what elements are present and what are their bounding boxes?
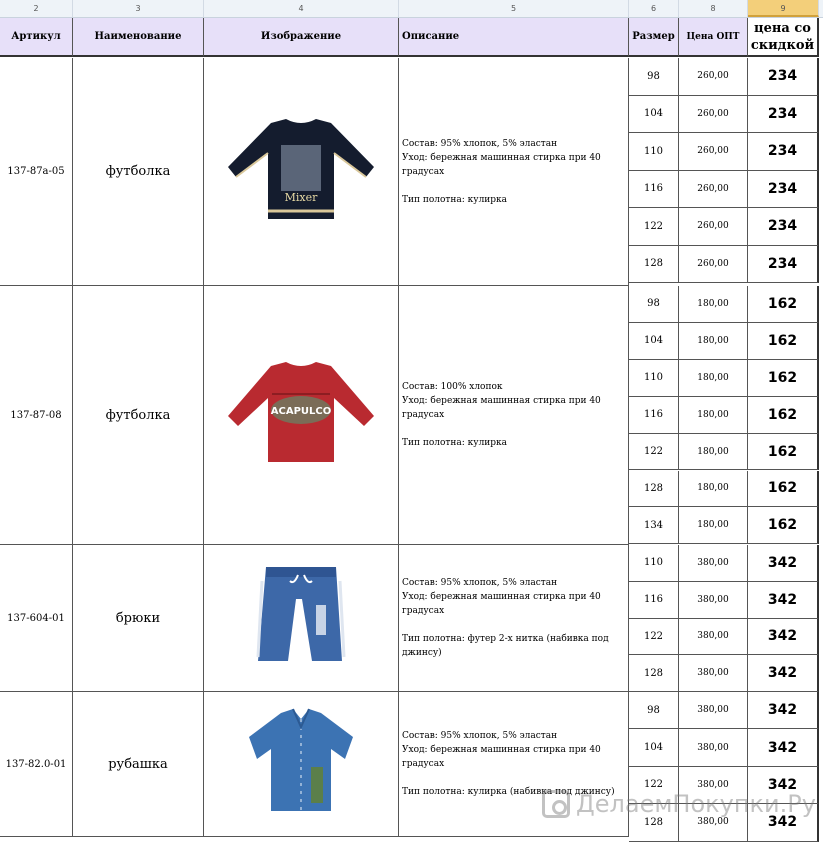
- size-cell[interactable]: 134: [629, 507, 679, 544]
- watermark: [542, 790, 816, 818]
- wholesale-price-cell[interactable]: 180,00: [679, 507, 748, 544]
- header-discount-price[interactable]: цена со скидкой: [748, 18, 819, 57]
- denim-pants-icon: [246, 561, 356, 675]
- wholesale-price-cell[interactable]: 180,00: [679, 360, 748, 397]
- article-cell[interactable]: 137-82.0-01: [0, 692, 73, 837]
- wholesale-price-cell[interactable]: 380,00: [679, 655, 748, 692]
- size-cell[interactable]: 122: [629, 434, 679, 471]
- discount-price-cell[interactable]: 342: [748, 729, 819, 766]
- product-image-cell[interactable]: [204, 692, 399, 837]
- size-cell[interactable]: 116: [629, 171, 679, 209]
- size-cell[interactable]: 110: [629, 360, 679, 397]
- column-number[interactable]: 8: [679, 0, 748, 17]
- watermark-text: ДелаемПокупки.Ру: [576, 790, 816, 818]
- size-cell[interactable]: 122: [629, 619, 679, 656]
- size-cell[interactable]: 104: [629, 323, 679, 360]
- article-cell[interactable]: 137-87-08: [0, 286, 73, 545]
- size-cell[interactable]: 128: [629, 246, 679, 284]
- wholesale-price-cell[interactable]: 380,00: [679, 582, 748, 619]
- wholesale-price-cell[interactable]: 260,00: [679, 208, 748, 246]
- size-cell[interactable]: 122: [629, 208, 679, 246]
- description-text: Состав: 95% хлопок, 5% эластан Уход: бережная машинная стирка при 40 градусах Тип полотна: кулирка (набивка под джинсу): [402, 731, 615, 797]
- size-cell[interactable]: 98: [629, 286, 679, 323]
- header-name[interactable]: Наименование: [73, 18, 204, 57]
- svg-text:ACAPULCO: ACAPULCO: [270, 406, 332, 417]
- denim-shirt-icon: [241, 707, 361, 821]
- product-name-cell[interactable]: брюки: [73, 545, 204, 692]
- discount-price-cell[interactable]: 234: [748, 171, 819, 209]
- product-image-cell[interactable]: [204, 545, 399, 692]
- column-number[interactable]: 3: [73, 0, 204, 17]
- svg-text:Mixer: Mixer: [284, 190, 318, 204]
- column-number[interactable]: 4: [204, 0, 399, 17]
- discount-price-cell[interactable]: 162: [748, 434, 819, 471]
- description-cell[interactable]: [399, 286, 629, 545]
- description-text: Состав: 100% хлопок Уход: бережная машинная стирка при 40 градусах Тип полотна: кулирка: [402, 382, 601, 448]
- discount-price-cell[interactable]: 162: [748, 360, 819, 397]
- column-number-strip: [0, 0, 823, 18]
- size-cell[interactable]: 116: [629, 582, 679, 619]
- discount-price-cell[interactable]: 342: [748, 619, 819, 656]
- description-cell[interactable]: [399, 545, 629, 692]
- description-text: Состав: 95% хлопок, 5% эластан Уход: бережная машинная стирка при 40 градусах Тип полотна: футер 2-х нитка (набивка под джинсу): [402, 578, 609, 658]
- discount-price-cell[interactable]: 342: [748, 767, 819, 804]
- discount-price-cell[interactable]: 342: [748, 655, 819, 692]
- discount-price-cell[interactable]: 162: [748, 507, 819, 544]
- discount-price-cell[interactable]: 234: [748, 208, 819, 246]
- discount-price-cell[interactable]: 234: [748, 133, 819, 171]
- product-image-cell[interactable]: [204, 286, 399, 545]
- size-cell[interactable]: 104: [629, 729, 679, 766]
- discount-price-cell[interactable]: 234: [748, 96, 819, 134]
- product-name-cell[interactable]: рубашка: [73, 692, 204, 837]
- wholesale-price-cell[interactable]: 380,00: [679, 619, 748, 656]
- size-cell[interactable]: 98: [629, 692, 679, 729]
- header-size[interactable]: Размер: [629, 18, 679, 57]
- wholesale-price-cell[interactable]: 260,00: [679, 96, 748, 134]
- size-cell[interactable]: 122: [629, 767, 679, 804]
- size-cell[interactable]: 110: [629, 545, 679, 582]
- wholesale-price-cell[interactable]: 180,00: [679, 323, 748, 360]
- wholesale-price-cell[interactable]: 380,00: [679, 804, 748, 841]
- column-number[interactable]: 2: [0, 0, 73, 17]
- product-name-cell[interactable]: футболка: [73, 286, 204, 545]
- discount-price-cell[interactable]: 162: [748, 323, 819, 360]
- column-number[interactable]: 6: [629, 0, 679, 17]
- shopping-bag-icon: [542, 790, 570, 818]
- discount-price-cell[interactable]: 234: [748, 58, 819, 96]
- size-cell[interactable]: 110: [629, 133, 679, 171]
- size-cell[interactable]: 128: [629, 804, 679, 841]
- discount-price-cell[interactable]: 162: [748, 397, 819, 434]
- header-image[interactable]: Изображение: [204, 18, 399, 57]
- article-cell[interactable]: 137-87а-05: [0, 58, 73, 286]
- description-text: Состав: 95% хлопок, 5% эластан Уход: бережная машинная стирка при 40 градусах Тип полотна: кулирка: [402, 138, 601, 205]
- product-name-cell[interactable]: футболка: [73, 58, 204, 286]
- red-longsleeve-shirt-icon: [226, 358, 376, 472]
- header-description[interactable]: Описание: [399, 18, 629, 57]
- wholesale-price-cell[interactable]: 180,00: [679, 397, 748, 434]
- discount-price-cell[interactable]: 342: [748, 804, 819, 841]
- wholesale-price-cell[interactable]: 380,00: [679, 767, 748, 804]
- article-cell[interactable]: 137-604-01: [0, 545, 73, 692]
- wholesale-price-cell[interactable]: 380,00: [679, 545, 748, 582]
- header-wholesale-price[interactable]: Цена ОПТ: [679, 18, 748, 57]
- discount-price-cell[interactable]: 342: [748, 582, 819, 619]
- wholesale-price-cell[interactable]: 260,00: [679, 58, 748, 96]
- wholesale-price-cell[interactable]: 260,00: [679, 171, 748, 209]
- column-number[interactable]: 5: [399, 0, 629, 17]
- column-number-selected[interactable]: 9: [748, 0, 819, 17]
- wholesale-price-cell[interactable]: 180,00: [679, 471, 748, 508]
- wholesale-price-cell[interactable]: 380,00: [679, 692, 748, 729]
- size-cell[interactable]: 128: [629, 655, 679, 692]
- discount-price-cell[interactable]: 162: [748, 471, 819, 508]
- discount-price-cell[interactable]: 162: [748, 286, 819, 323]
- header-article[interactable]: Артикул: [0, 18, 73, 57]
- black-longsleeve-shirt-icon: [226, 115, 376, 229]
- wholesale-price-cell[interactable]: 180,00: [679, 434, 748, 471]
- size-cell[interactable]: 104: [629, 96, 679, 134]
- wholesale-price-cell[interactable]: 260,00: [679, 246, 748, 284]
- description-cell[interactable]: [399, 58, 629, 286]
- size-cell[interactable]: 98: [629, 58, 679, 96]
- discount-price-cell[interactable]: 342: [748, 692, 819, 729]
- discount-price-cell[interactable]: 234: [748, 246, 819, 284]
- wholesale-price-cell[interactable]: 260,00: [679, 133, 748, 171]
- wholesale-price-cell[interactable]: 180,00: [679, 286, 748, 323]
- wholesale-price-cell[interactable]: 380,00: [679, 729, 748, 766]
- product-image-cell[interactable]: [204, 58, 399, 286]
- size-cell[interactable]: 128: [629, 471, 679, 508]
- size-cell[interactable]: 116: [629, 397, 679, 434]
- discount-price-cell[interactable]: 342: [748, 545, 819, 582]
